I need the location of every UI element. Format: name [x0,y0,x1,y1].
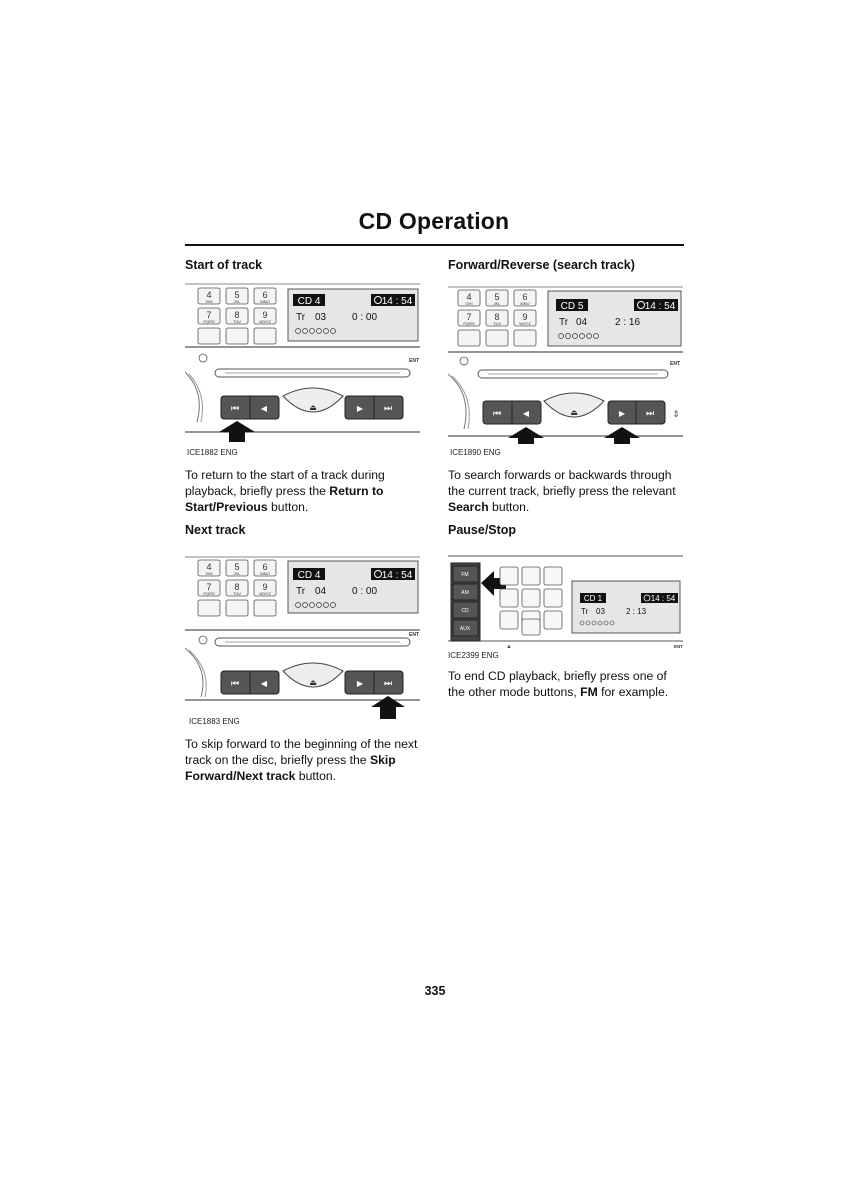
key-8: 8 [234,310,240,320]
mode-button-aux: AUX [459,626,471,632]
warning-icon: ▲ [506,644,512,649]
display-track-label: Tr [559,317,569,328]
heading-pause-stop: Pause/Stop [448,523,517,537]
key-9: 9 [262,310,268,320]
text-start-pre: To return to the start of a track during playback, briefly press the [185,468,385,498]
skip-back-icon: ⏮ [492,408,502,418]
key-5: 5 [494,292,500,302]
display-track: 04 [315,586,327,597]
text-fr-bold: Search [448,500,489,514]
key-9: 9 [522,312,528,322]
page-number: 335 [424,984,446,998]
display-disc: CD 1 [583,594,603,603]
text-next-bold: Skip Forward/Next track [185,753,396,783]
section-next-track [185,522,421,538]
panel-label: ENT [409,632,419,638]
key-5-letters: JKL [233,571,241,576]
skip-forward-icon: ⏭ [645,408,655,418]
panel-label: ENT [409,358,419,364]
display-track-label: Tr [296,312,306,323]
mode-button-cd: CD [461,608,469,614]
display-track-label: Tr [296,586,306,597]
display-disc: CD 5 [560,301,584,312]
display-time: 0 : 00 [352,312,378,323]
display-time: 2 : 16 [615,317,641,328]
skip-back-icon: ⏮ [230,403,240,413]
key-5-letters: JKL [493,301,501,306]
paragraph-pause-stop [448,668,684,700]
key-9-letters: WXYZ [259,319,271,324]
key-7-letters: PQRS [463,321,475,326]
key-8: 8 [494,312,500,322]
key-6-letters: MNO [260,299,270,304]
display-time: 0 : 00 [352,586,378,597]
key-4-letters: GHI [205,299,213,304]
display-track-label: Tr [581,607,589,616]
radio-figure-forward-reverse [448,284,683,444]
paragraph-forward-reverse [448,467,684,515]
key-4-letters: GHI [205,571,213,576]
key-4: 4 [206,562,212,572]
key-9-letters: WXYZ [519,321,531,326]
mode-button-fm: FM [461,572,469,578]
radio-figure-pause-stop [448,553,683,649]
key-6-letters: MNO [520,301,530,306]
display-clock: 14 : 54 [381,570,413,581]
skip-back-icon: ⏮ [230,678,240,688]
radio-figure-next-track [185,552,420,720]
heading-start-of-track: Start of track [185,258,263,272]
caption-ice1883: ICE1883 ENG [189,717,240,726]
search-back-icon: ◀ [260,679,268,688]
panel-label: ENT [674,644,683,649]
text-start-post: button. [267,500,309,514]
section-forward-reverse [448,257,684,273]
key-7-letters: PQRS [203,591,215,596]
key-7-letters: PQRS [203,319,215,324]
eject-icon: ⏏ [570,408,578,417]
search-back-icon: ◀ [260,404,268,413]
display-disc: CD 4 [297,570,321,581]
text-ps-pre: To end CD playback, briefly press one of the other mode buttons, [448,669,667,699]
prev-search-buttons [221,396,279,419]
skip-forward-icon: ⏭ [383,403,393,413]
section-start-of-track [185,257,421,273]
skip-forward-icon: ⏭ [383,678,393,688]
mode-button-am: AM [461,590,469,596]
display-track: 03 [315,312,327,323]
key-6: 6 [262,562,268,572]
key-6: 6 [262,290,268,300]
text-ps-post: for example. [597,685,669,699]
key-8: 8 [234,582,240,592]
page-title: CD Operation [358,208,510,234]
key-5-letters: JKL [233,299,241,304]
panel-label: ENT [670,361,680,367]
text-next-pre: To skip forward to the beginning of the next track on the disc, briefly press the [185,737,418,767]
key-9: 9 [262,582,268,592]
text-start-bold: Return to Start/Previous [185,484,384,514]
display-clock: 14 : 54 [644,301,676,312]
text-next-post: button. [295,769,337,783]
key-7: 7 [466,312,472,322]
caption-ice1890: ICE1890 ENG [450,448,501,457]
search-forward-icon: ▶ [356,404,364,413]
caption-ice1882: ICE1882 ENG [187,448,238,457]
key-4-letters: GHI [465,301,473,306]
title-rule [185,244,684,246]
radio-figure-start-of-track [185,282,420,442]
key-5: 5 [234,290,240,300]
text-fr-post: button. [488,500,530,514]
key-8-letters: TUV [233,319,241,324]
key-7: 7 [206,310,212,320]
key-6-letters: MNO [260,571,270,576]
eject-icon: ⏏ [309,678,317,687]
key-8-letters: TUV [493,321,501,326]
search-forward-icon: ▶ [618,409,626,418]
display-track: 03 [596,607,605,616]
search-back-icon: ◀ [522,409,530,418]
next-search-buttons [345,396,403,419]
paragraph-next-track [185,736,421,784]
text-ps-bold: FM [580,685,598,699]
volume-icon: ⇕ [672,409,680,419]
display-clock: 14 : 54 [650,594,676,603]
display-track: 04 [576,317,588,328]
paragraph-start-of-track [185,467,421,515]
display-disc: CD 4 [297,296,321,307]
heading-next-track: Next track [185,523,246,537]
search-forward-icon: ▶ [356,679,364,688]
key-7: 7 [206,582,212,592]
key-4: 4 [466,292,472,302]
heading-forward-reverse: Forward/Reverse (search track) [448,258,635,272]
key-6: 6 [522,292,528,302]
section-pause-stop [448,522,684,538]
display-clock: 14 : 54 [381,296,413,307]
caption-ice2399: ICE2399 ENG [448,651,499,660]
key-5: 5 [234,562,240,572]
key-4: 4 [206,290,212,300]
key-9-letters: WXYZ [259,591,271,596]
eject-icon: ⏏ [309,403,317,412]
text-fr-pre: To search forwards or backwards through the current track, briefly press the relevant [448,468,676,498]
display-time: 2 : 13 [626,607,647,616]
key-8-letters: TUV [233,591,241,596]
